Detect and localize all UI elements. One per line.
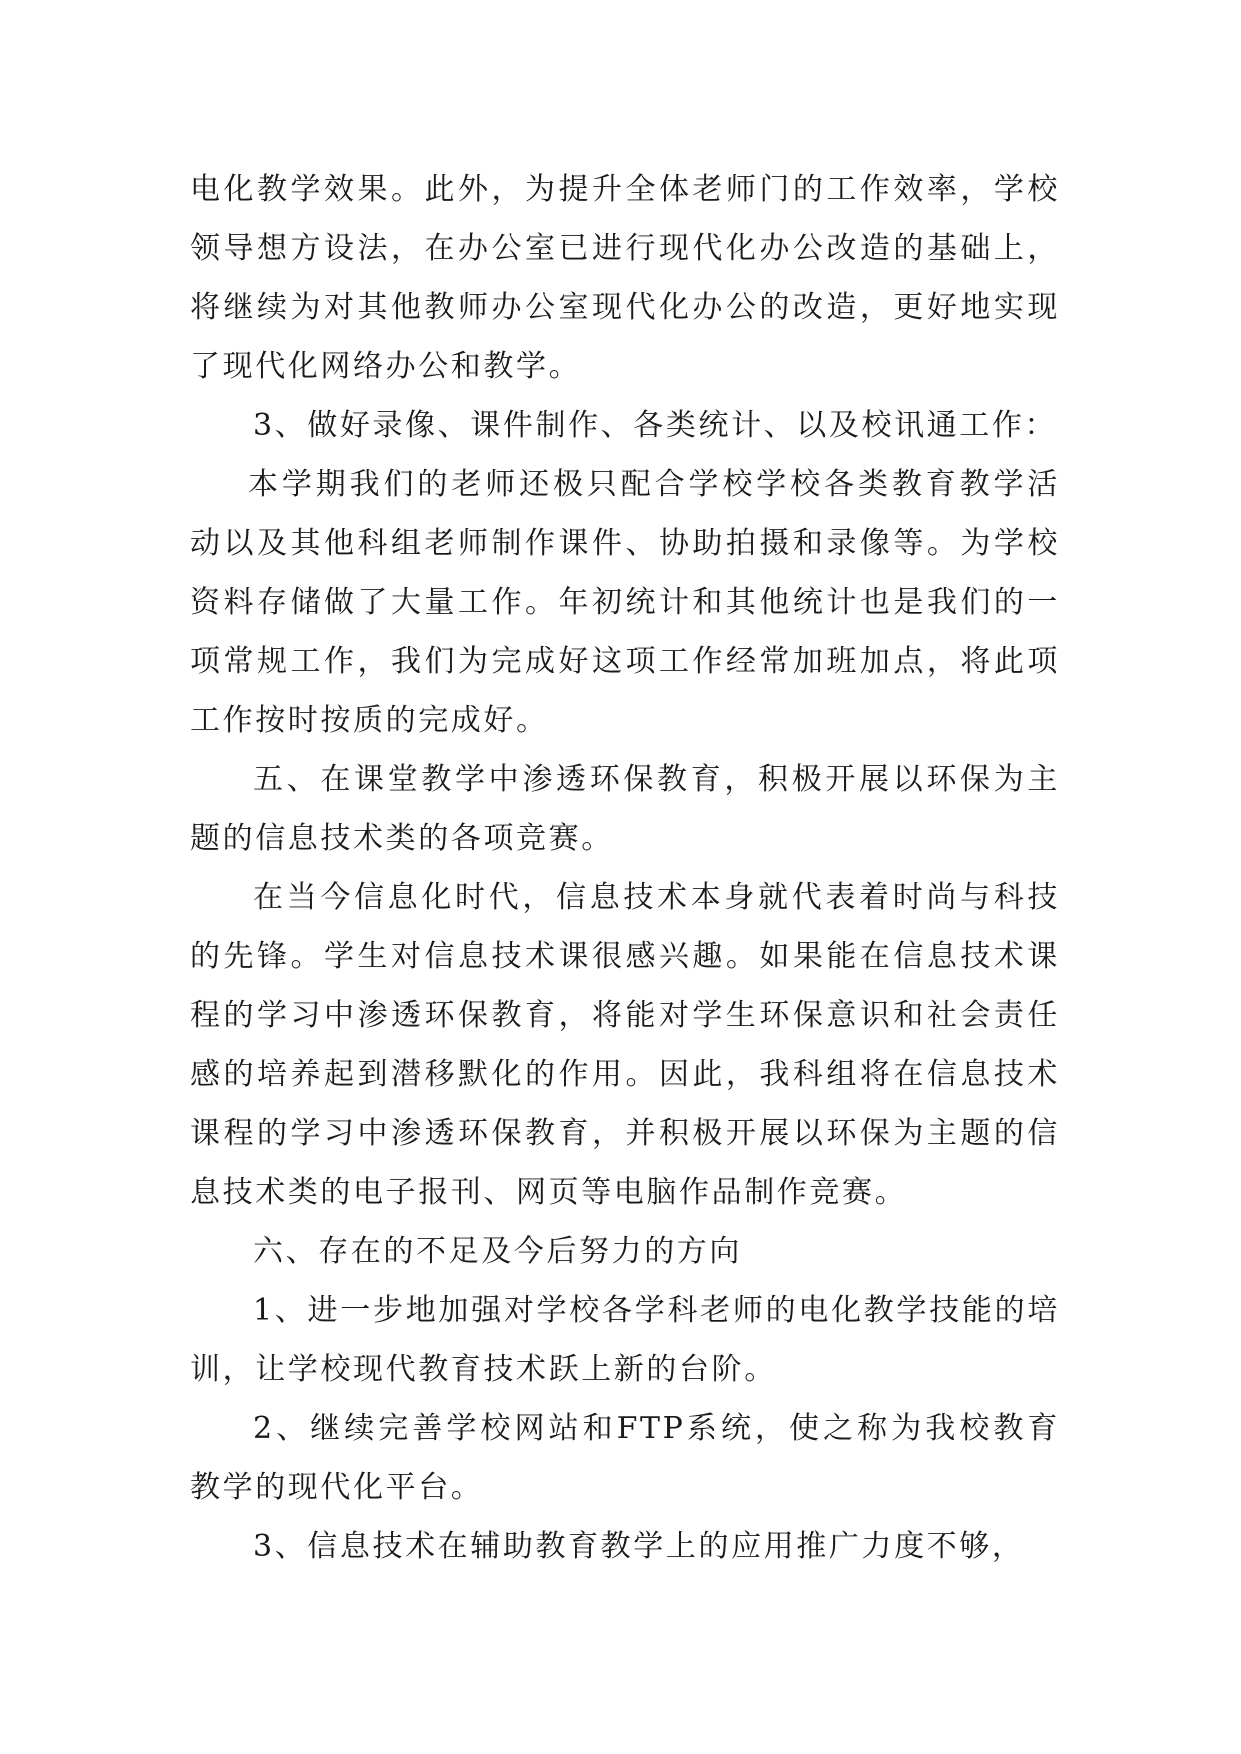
list-item-3: 3、信息技术在辅助教育教学上的应用推广力度不够， bbox=[253, 1529, 1025, 1564]
paragraph-2: 3、做好录像、课件制作、各类统计、以及校讯通工作： bbox=[253, 408, 1058, 443]
section-heading-5: 五、在课堂教学中渗透环保教育，积极开展以环保为主题的信息技术类的各项竞赛。 bbox=[190, 762, 1060, 856]
paragraph-5: 在当今信息化时代，信息技术本身就代表着时尚与科技的先锋。学生对信息技术课很感兴趣。如果能在信息技术课程的学习中渗透环保教育，将能对学生环保意识和社会责任感的培养起到潜移默化的作用。因此，我科组将在信息技术课程的学习中渗透环保教育，并积极开展以环保为主题的信息技术类的电子报刊、网页等电脑作品制作竞赛。 bbox=[190, 880, 1060, 1210]
paragraph-1: 电化教学效果。此外，为提升全体老师门的工作效率，学校领导想方设法，在办公室已进行现代化办公改造的基础上，将继续为对其他教师办公室现代化办公的改造，更好地实现了现代化网络办公和教学。 bbox=[190, 172, 1060, 384]
list-item-2: 2、继续完善学校网站和FTP系统，使之称为我校教育教学的现代化平台。 bbox=[190, 1411, 1060, 1505]
list-item-1: 1、进一步地加强对学校各学科老师的电化教学技能的培训，让学校现代教育技术跃上新的台阶。 bbox=[190, 1293, 1060, 1387]
paragraph-3: 本学期我们的老师还极只配合学校学校各类教育教学活动以及其他科组老师制作课件、协助拍摄和录像等。为学校资料存储做了大量工作。年初统计和其他统计也是我们的一项常规工作，我们为完成好这项工作经常加班加点，将此项工作按时按质的完成好。 bbox=[190, 467, 1060, 738]
document-body bbox=[190, 160, 1060, 1576]
section-heading-6: 六、存在的不足及今后努力的方向 bbox=[253, 1234, 742, 1269]
